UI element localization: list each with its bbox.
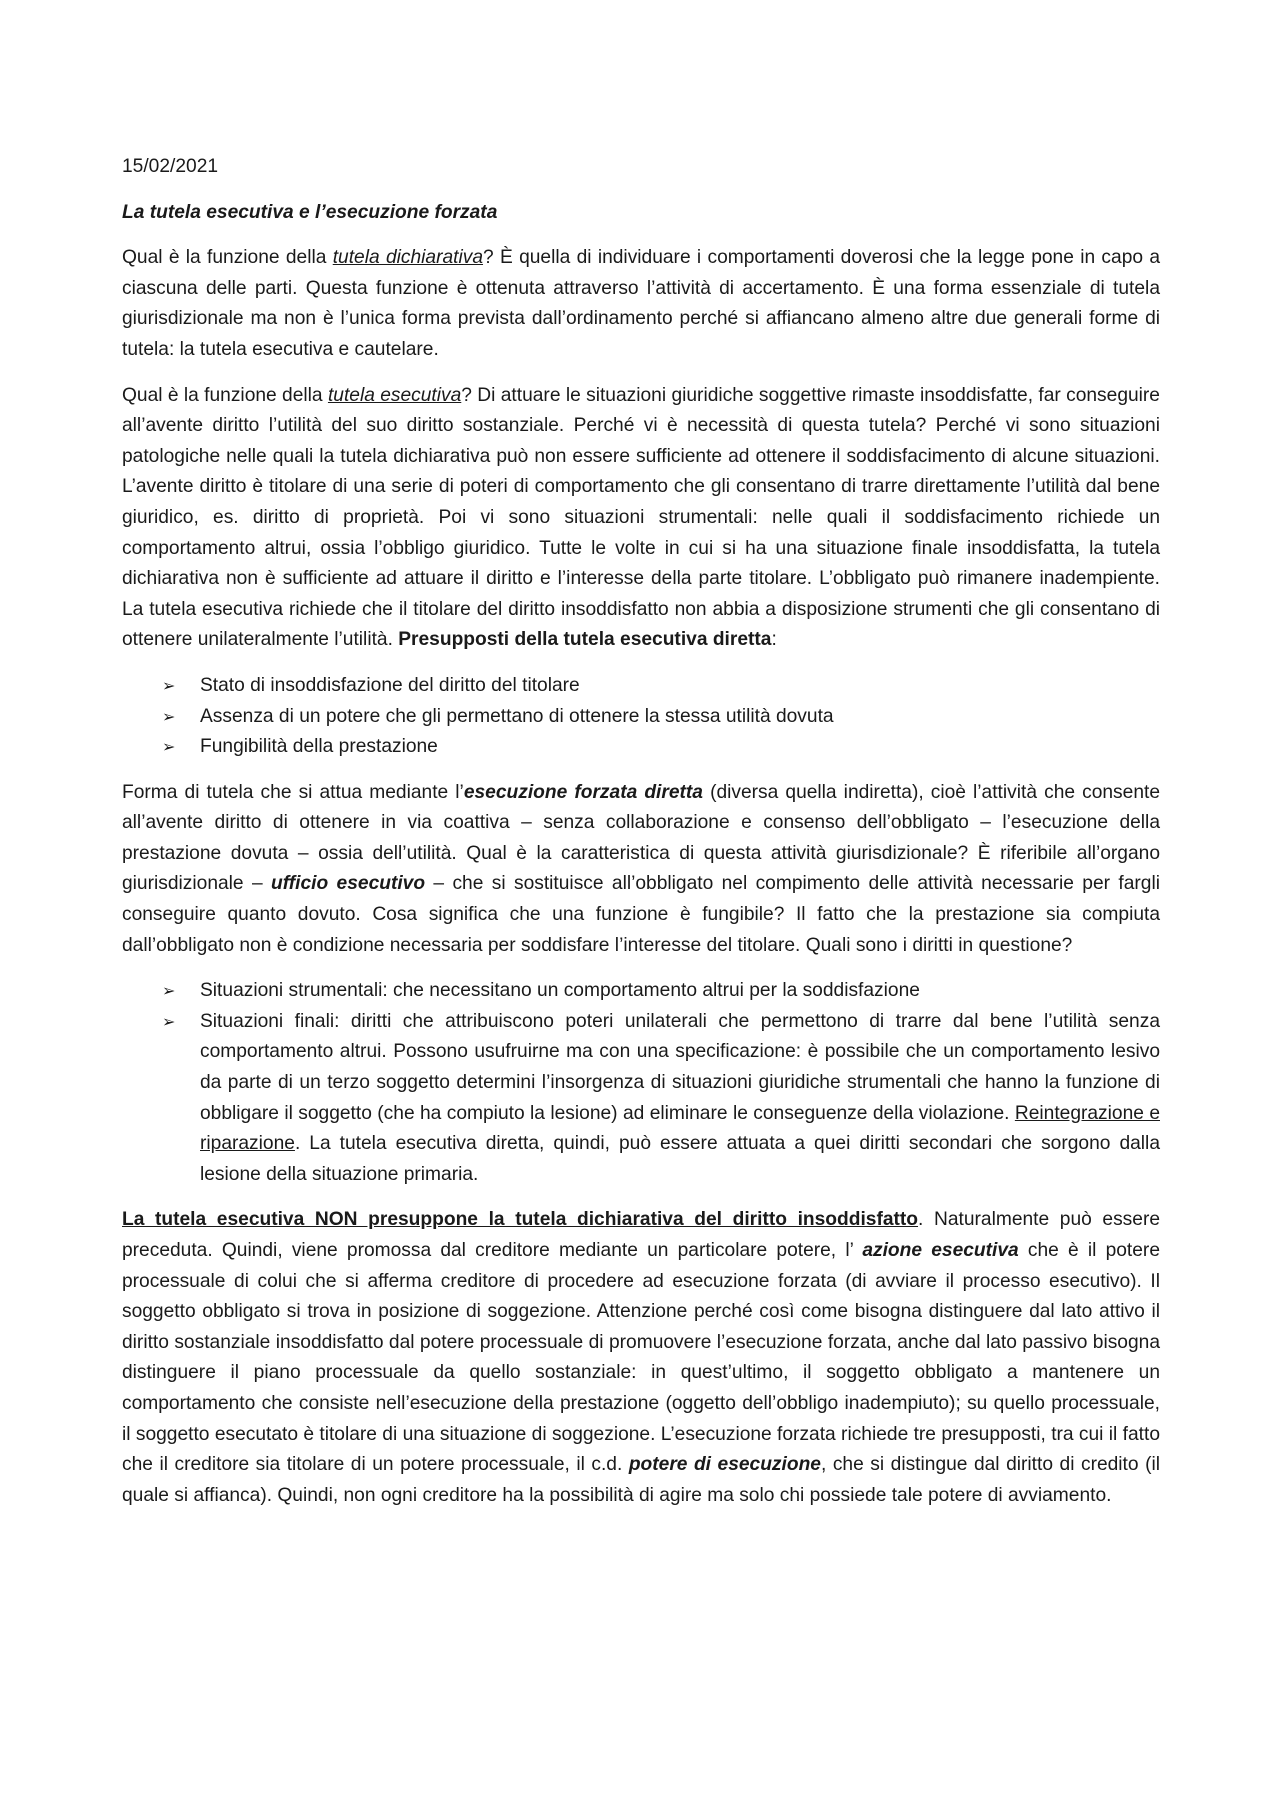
presupposti-heading: Presupposti della tutela esecutiva diretta <box>398 629 772 651</box>
document-page <box>122 152 1160 1526</box>
list-item: ➢ Stato di insoddisfazione del diritto del titolare <box>162 671 1160 702</box>
key-statement: La tutela esecutiva NON presuppone la tutela dichiarativa del diritto insoddisfatto <box>122 1209 919 1231</box>
term-tutela-dichiarativa: tutela dichiarativa <box>332 247 484 269</box>
paragraph-esecuzione-forzata: Forma di tutela che si attua mediante l’esecuzione forzata diretta (diversa quella indiretta), cioè l’attività che consente all’avente diritto di ottenere in via coattiva – senza collaborazione e consenso dell’obbligato – l’esecuzione della prestazione dovuta – ossia dell’utilità. Qual è la caratteristica di questa attività giurisdizionale? È riferibile all’organo giurisdizionale – ufficio esecutivo – che si sostituisce all’obbligato nel compimento delle attività necessarie per fargli conseguire quanto dovuto. Cosa significa che una funzione è fungibile? Il fatto che la prestazione sia compiuta dall’obbligato non è condizione necessaria per soddisfare l’interesse del titolare. Quali sono i diritti in questione? <box>122 781 1160 956</box>
diritti-list <box>122 976 1160 1190</box>
presupposti-list <box>122 671 1160 763</box>
term-ufficio-esecutivo: ufficio esecutivo <box>270 873 426 895</box>
term-tutela-esecutiva: tutela esecutiva <box>327 384 462 406</box>
arrow-bullet-icon: ➢ <box>162 1011 176 1031</box>
term-azione-esecutiva: azione esecutiva <box>862 1240 1019 1261</box>
paragraph-azione-esecutiva: La tutela esecutiva NON presuppone la tutela dichiarativa del diritto insoddisfatto. Naturalmente può essere preceduta. Quindi, viene promossa dal creditore mediante un particolare potere, l’ azione esecutiva che è il potere processuale di colui che si afferma creditore di procedere ad esecuzione forzata (di avviare il processo esecutivo). Il soggetto obbligato si trova in posizione di soggezione. Attenzione perché così come bisogna distinguere dal lato attivo il diritto sostanziale insoddisfatto dal potere processuale di promuovere l’esecuzione forzata, anche dal lato passivo bisogna distinguere il piano processuale da quello sostanziale: in quest’ultimo, il soggetto obbligato a mantenere un comportamento che consiste nell’esecuzione della prestazione (oggetto dell’obbligo inadempiuto); su quello processuale, il soggetto esecutato è titolare di una situazione di soggezione. L’esecuzione forzata richiede tre presupposti, tra cui il fatto che il creditore sia titolare di un potere processuale, il c.d. potere di esecuzione, che si distingue dal diritto di credito (il quale si affianca). Quindi, non ogni creditore ha la possibilità di agire ma solo chi possiede tale potere di avviamento. <box>122 1209 1161 1506</box>
arrow-bullet-icon: ➢ <box>162 706 176 726</box>
arrow-bullet-icon: ➢ <box>162 981 176 1001</box>
paragraph-tutela-esecutiva: Qual è la funzione della tutela esecutiva? Di attuare le situazioni giuridiche soggettive rimaste insoddisfatte, far conseguire all’avente diritto l’utilità del suo diritto sostanziale. Perché vi è necessità di questa tutela? Perché vi sono situazioni patologiche nelle quali la tutela dichiarativa può non essere sufficiente ad ottenere il soddisfacimento di alcune situazioni. L’avente diritto è titolare di una serie di poteri di comportamento che gli consentano di trarre direttamente l’utilità dal bene giuridico, es. diritto di proprietà. Poi vi sono situazioni strumentali: nelle quali il soddisfacimento richiede un comportamento altrui, ossia l’obbligo giuridico. Tutte le volte in cui si ha una situazione finale insoddisfatta, la tutela dichiarativa non è sufficiente ad attuare il diritto e l’interesse della parte titolare. L’obbligato può rimanere inadempiente. La tutela esecutiva richiede che il titolare del diritto insoddisfatto non abbia a disposizione strumenti che gli consentano di ottenere unilateralmente l’utilità. Presupposti della tutela esecutiva diretta: <box>122 384 1160 651</box>
document-date: 15/02/2021 <box>122 156 219 177</box>
arrow-bullet-icon: ➢ <box>162 675 176 695</box>
list-item: ➢ Assenza di un potere che gli permettano di ottenere la stessa utilità dovuta <box>162 702 1160 733</box>
list-item: ➢ Situazioni strumentali: che necessitano un comportamento altrui per la soddisfazione <box>162 976 1160 1007</box>
list-item: ➢ Fungibilità della prestazione <box>162 732 1160 763</box>
term-reintegrazione: Reintegrazione e riparazione <box>200 1102 1160 1155</box>
arrow-bullet-icon: ➢ <box>162 737 176 757</box>
term-potere-di-esecuzione: potere di esecuzione <box>628 1454 821 1476</box>
term-esecuzione-forzata-diretta: esecuzione forzata diretta <box>463 781 703 803</box>
paragraph-tutela-dichiarativa: Qual è la funzione della tutela dichiarativa? È quella di individuare i comportamenti doverosi che la legge pone in capo a ciascuna delle parti. Questa funzione è ottenuta attraverso l’attività di accertamento. È una forma essenziale di tutela giurisdizionale ma non è l’unica forma prevista dall’ordinamento perché si affiancano almeno altre due generali forme di tutela: la tutela esecutiva e cautelare. <box>122 247 1161 360</box>
document-title: La tutela esecutiva e l’esecuzione forzata <box>122 201 498 223</box>
list-item: ➢ Situazioni finali: diritti che attribuiscono poteri unilaterali che permettono di trarre dal bene l’utilità senza comportamento altrui. Possono usufruirne ma con una specificazione: è possibile che un comportamento lesivo da parte di un terzo soggetto determini l’insorgenza di situazioni giuridiche strumentali che hanno la funzione di obbligare il soggetto (che ha compiuto la lesione) ad eliminare le conseguenze della violazione. Reintegrazione e riparazione. La tutela esecutiva diretta, quindi, può essere attuata a quei diritti secondari che sorgono dalla lesione della situazione primaria. <box>162 1007 1160 1191</box>
